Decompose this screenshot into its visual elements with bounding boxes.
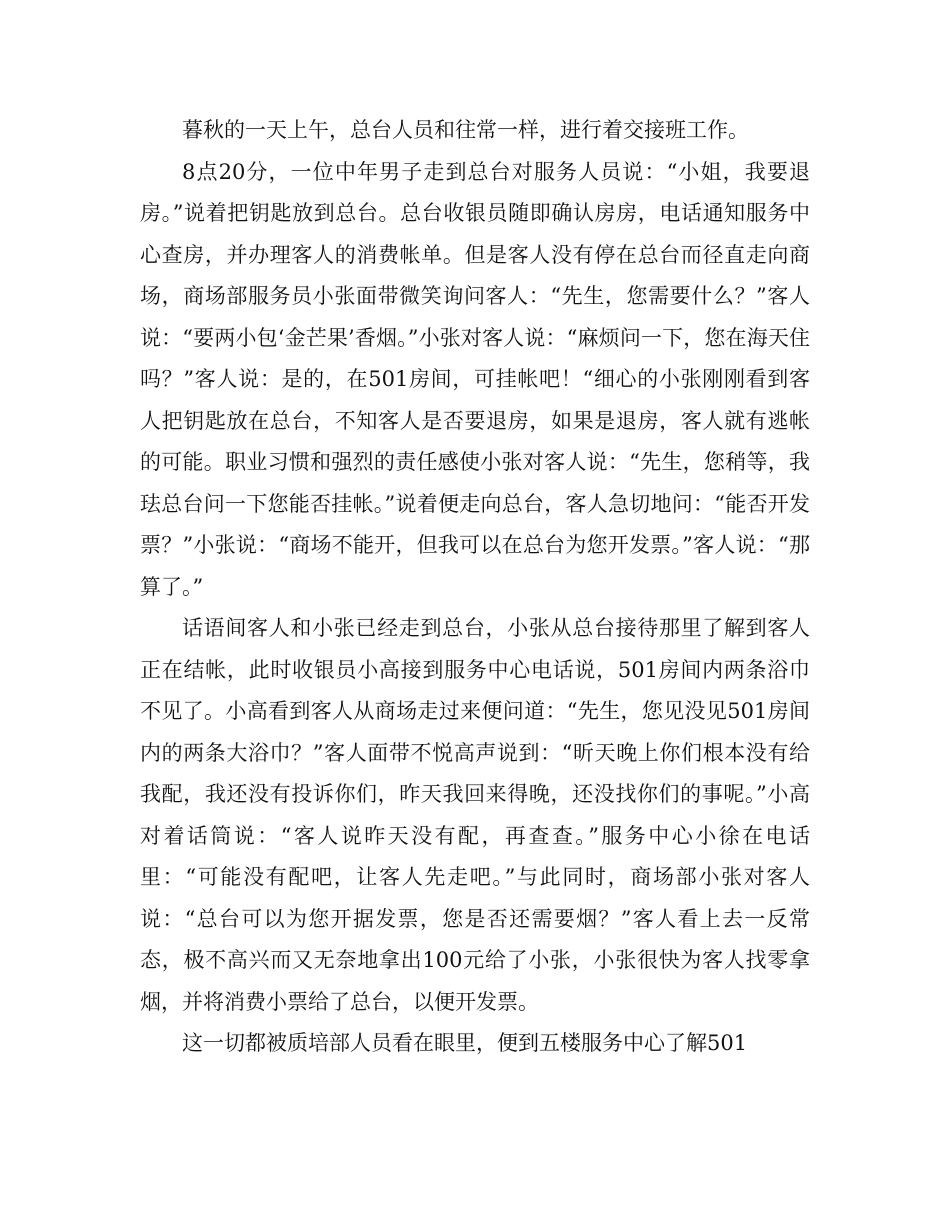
paragraph-3: 话语间客人和小张已经走到总台，小张从总台接待那里了解到客人正在结帐，此时收银员小高接到服务中心电话说，501房间内两条浴巾不见了。小高看到客人从商场走过来便问道：“先生，您见没见501房间内的两条大浴巾？”客人面带不悦高声说到：“昕天晚上你们根本没有给我配，我还没有投诉你们，昨天我回来得晚，还没找你们的事呢。”小高对着话筒说：“客人说昨天没有配，再查查。”服务中心小徐在电话里：“可能没有配吧，让客人先走吧。”与此同时，商场部小张对客人说：“总台可以为您开据发票，您是否还需要烟？”客人看上去一反常态，极不高兴而又无奈地拿出100元给了小张，小张很快为客人找零拿烟，并将消费小票给了总台，以便开发票。 — [140, 616, 810, 1014]
paragraph-1: 暮秋的一天上午，总台人员和往常一样，进行着交接班工作。 — [182, 118, 749, 142]
paragraph-2: 8点20分，一位中年男子走到总台对服务人员说：“小姐，我要退房。”说着把钥匙放到总台。总台收银员随即确认房房，电话通知服务中心查房，并办理客人的消费帐单。但是客人没有停在总台而径直走向商场，商场部服务员小张面带微笑询问客人：“先生，您需要什么？”客人说：“要两小包‘金芒果’香烟。”小张对客人说：“麻烦问一下，您在海天住吗？”客人说：是的，在501房间，可挂帐吧！“细心的小张刚刚看到客人把钥匙放在总台，不知客人是否要退房，如果是退房，客人就有逃帐的可能。职业习惯和强烈的责任感使小张对客人说：“先生，您稍等，我珐总台问一下您能否挂帐。”说着便走向总台，客人急切地问：“能否开发票？”小张说：“商场不能开，但我可以在总台为您开发票。”客人说：“那算了。” — [140, 159, 810, 599]
paragraph-4: 这一切都被质培部人员看在眼里，便到五楼服务中心了解501 — [182, 1031, 748, 1055]
